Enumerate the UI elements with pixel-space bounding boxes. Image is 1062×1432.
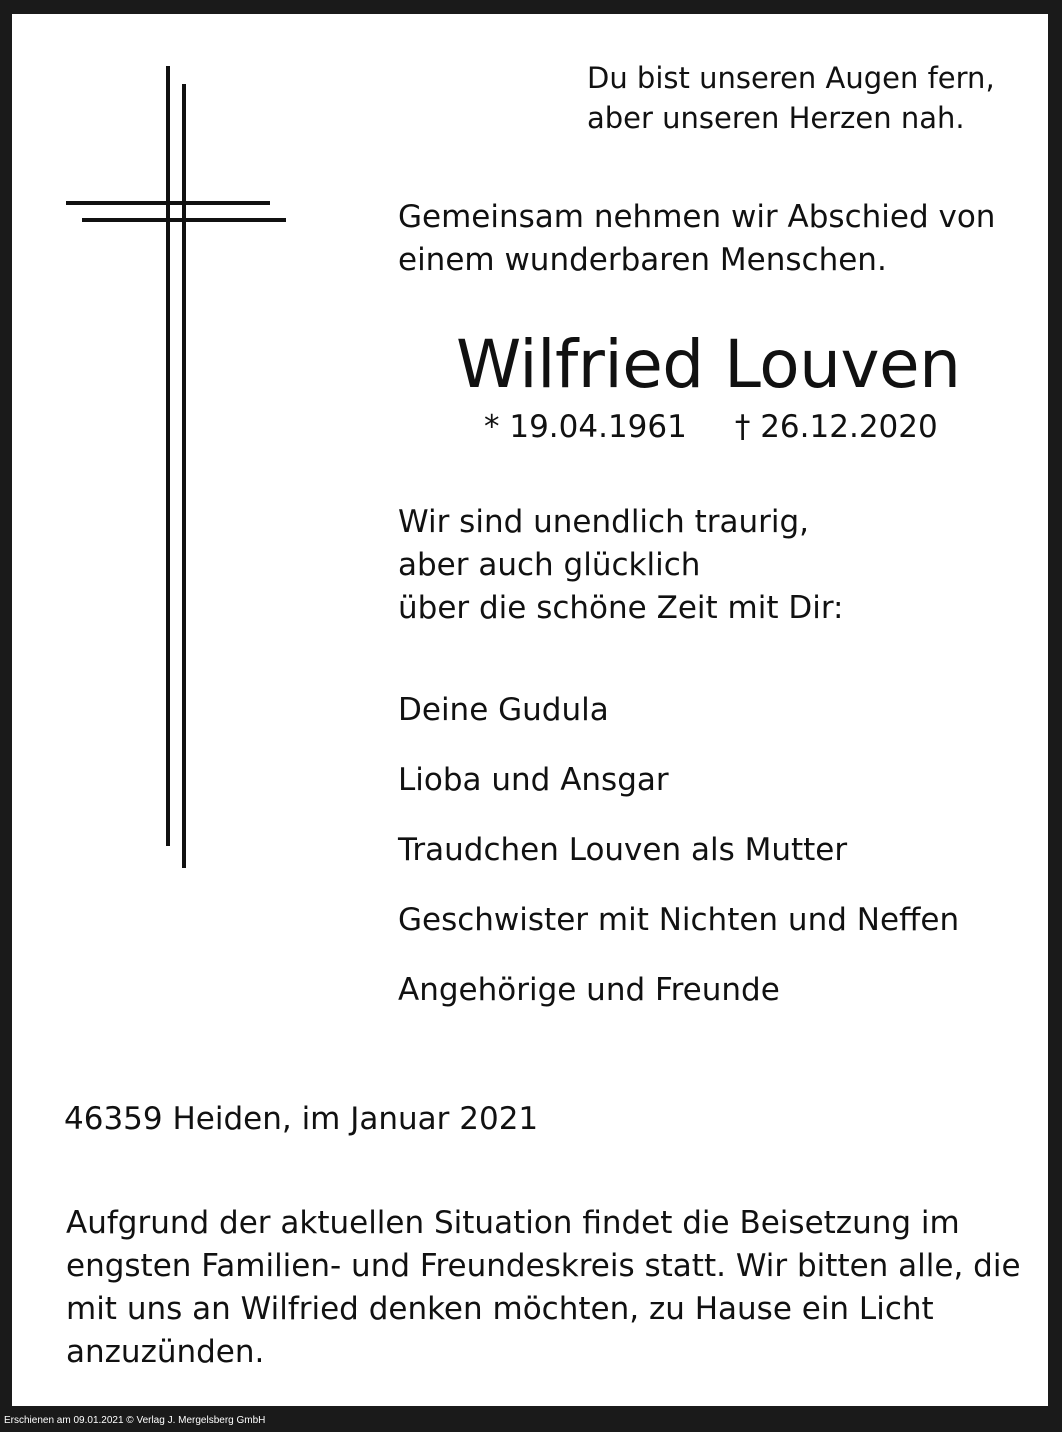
grief-text: [398, 501, 843, 630]
place-date: 46359 Heiden, im Januar 2021: [64, 1101, 539, 1137]
life-dates: [484, 407, 938, 447]
motto-line: Du bist unseren Augen fern,: [587, 61, 995, 95]
motto-verse: [587, 58, 995, 138]
mourner-entry: Geschwister mit Nichten und Neffen: [398, 902, 960, 938]
intro-text: [398, 196, 995, 282]
obituary-sheet: [12, 14, 1048, 1406]
death-date: † 26.12.2020: [734, 409, 938, 445]
grief-line: aber auch glücklich: [398, 547, 701, 583]
mourner-entry: Lioba und Ansgar: [398, 762, 669, 798]
grief-line: über die schöne Zeit mit Dir:: [398, 590, 844, 626]
intro-line: einem wunderbaren Menschen.: [398, 242, 887, 278]
intro-line: Gemeinsam nehmen wir Abschied von: [398, 199, 996, 235]
funeral-notice: Aufgrund der aktuellen Situation findet die Beisetzung im engsten Familien- und Freundeskreis statt. Wir bitten alle, die mit uns an Wilfried denken möchten, zu Hause ein Licht anzuzünden.: [66, 1205, 1021, 1370]
mourner-entry: Deine Gudula: [398, 692, 609, 728]
grief-line: Wir sind unendlich traurig,: [398, 504, 810, 540]
mourner-entry: Traudchen Louven als Mutter: [398, 832, 848, 868]
deceased-name: Wilfried Louven: [456, 326, 961, 403]
publication-footer: Erschienen am 09.01.2021 © Verlag J. Mergelsberg GmbH: [4, 1415, 266, 1426]
birth-date: * 19.04.1961: [484, 409, 687, 445]
mourners-list: [398, 690, 959, 1040]
mourner-entry: Angehörige und Freunde: [398, 972, 780, 1008]
motto-line: aber unseren Herzen nah.: [587, 101, 965, 135]
